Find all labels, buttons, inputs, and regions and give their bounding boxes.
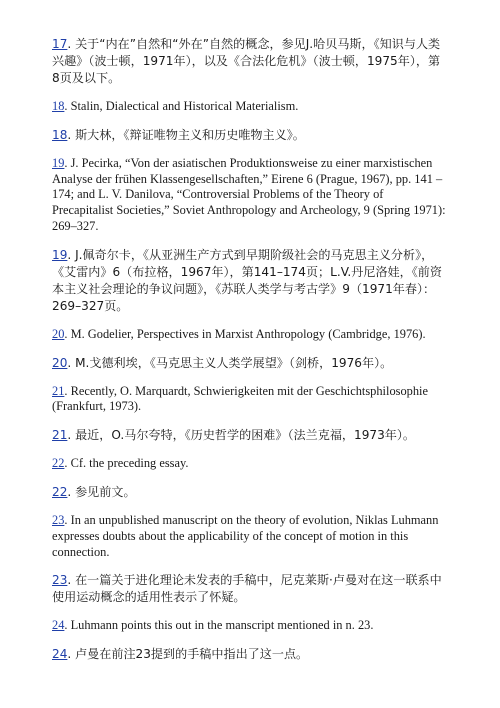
footnote-text: . M.戈德利埃，《马克思主义人类学展望》（剑桥，1976年）。 (67, 355, 393, 370)
footnote-18-en (52, 99, 446, 115)
footnote-number-link[interactable]: 20 (52, 326, 65, 341)
footnote-number-link[interactable]: 23 (52, 573, 68, 588)
footnote-number-link[interactable]: 23 (52, 512, 65, 527)
footnote-text: . 参见前文。 (67, 484, 136, 499)
footnote-23-en (52, 513, 446, 560)
footnote-24-zh (52, 646, 446, 663)
footnote-text: . Luhmann points this out in the manscript mentioned in n. 23. (64, 618, 374, 633)
footnote-text: . Cf. the preceding essay. (64, 456, 189, 471)
footnote-text: . Recently, O. Marquardt, Schwierigkeiten mit der Geschichtsphilosophie (Frankfurt, 1973). (52, 383, 428, 414)
footnote-number-link[interactable]: 22 (52, 456, 65, 471)
footnote-17-zh (52, 36, 446, 87)
footnote-22-zh (52, 484, 446, 501)
footnote-number-link[interactable]: 17 (52, 37, 68, 51)
notes-list (52, 36, 446, 663)
footnote-number-link[interactable]: 18 (52, 99, 65, 113)
footnote-number-link[interactable]: 24 (52, 618, 65, 633)
footnote-text: . In an unpublished manuscript on the theory of evolution, Niklas Luhmann expresses doubts about the applicability of the concept of motion in this connection. (52, 512, 439, 559)
footnote-number-link[interactable]: 18 (52, 127, 68, 142)
footnote-number-link[interactable]: 21 (52, 383, 65, 398)
footnote-number-link[interactable]: 19 (52, 155, 65, 170)
footnote-22-en (52, 456, 446, 472)
footnote-text: . 最近，O.马尔夸特，《历史哲学的困难》（法兰克福，1973年）。 (67, 428, 416, 443)
footnote-number-link[interactable]: 19 (52, 247, 68, 262)
footnote-number-link[interactable]: 21 (52, 428, 68, 443)
footnote-text: . M. Godelier, Perspectives in Marxist Anthropology (Cambridge, 1976). (64, 326, 426, 341)
footnote-21-zh (52, 427, 446, 444)
footnote-24-en (52, 618, 446, 634)
footnote-20-en (52, 327, 446, 343)
footnote-text: . J.佩奇尔卡，《从亚洲生产方式到早期阶级社会的马克思主义分析》，《艾雷内》6（布拉格，1967年），第141–174页；L.V.丹尼洛娃，《前资本主义社会理论的争议问题》，《苏联人类学与考古学》9（1971年春）：269–327页。 (52, 247, 442, 313)
footnote-19-en (52, 156, 446, 235)
footnote-number-link[interactable]: 22 (52, 484, 68, 499)
footnote-text: . 在一篇关于进化理论未发表的手稿中，尼克莱斯·卢曼对在这一联系中使用运动概念的适用性表示了怀疑。 (52, 573, 442, 605)
footnote-18-zh (52, 127, 446, 144)
footnote-text: . Stalin, Dialectical and Historical Materialism. (64, 99, 299, 113)
footnote-text: . 关于“内在”自然和“外在”自然的概念，参见J.哈贝马斯，《知识与人类兴趣》（波士顿，1971年），以及《合法化危机》（波士顿，1975年），第8页及以下。 (52, 37, 441, 85)
footnote-19-zh (52, 247, 446, 315)
footnote-number-link[interactable]: 20 (52, 355, 68, 370)
footnote-number-link[interactable]: 24 (52, 647, 68, 662)
footnote-text: . 斯大林，《辩证唯物主义和历史唯物主义》。 (67, 127, 305, 142)
footnote-text: . J. Pecirka, “Von der asiatischen Produktionsweise zu einer marxistischen Analyse der frühen Klassengesellschaften,” Eirene 6 (Prague, 1967), pp. 141 – 174; and L. V. Danilova, “Controversial Problems of the Theory of Precapitalist Societies,” Soviet Anthropology and Archeology, 9 (Spring 1971): 269–327. (52, 155, 446, 233)
footnote-text: . 卢曼在前注23提到的手稿中指出了这一点。 (67, 647, 309, 662)
footnote-20-zh (52, 355, 446, 372)
footnote-23-zh (52, 572, 446, 606)
footnote-21-en (52, 384, 446, 416)
